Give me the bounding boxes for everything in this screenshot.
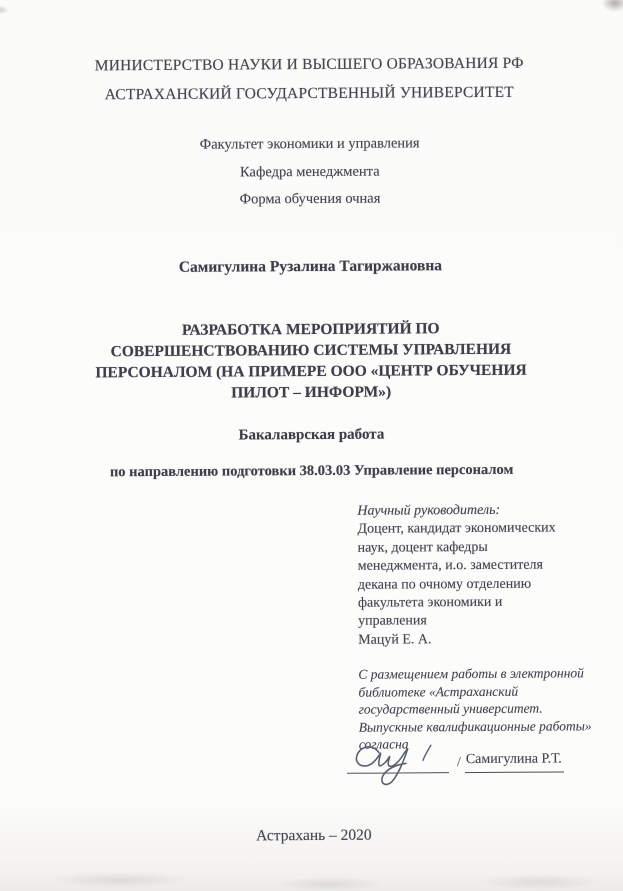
supervisor-line: Доцент, кандидат экономических [357,520,556,538]
ministry-line: МИНИСТЕРСТВО НАУКИ И ВЫСШЕГО ОБРАЗОВАНИЯ РФ [94,54,524,75]
supervisor-line: наук, доцент кафедры [357,539,488,556]
author-name: Самигулина Рузалина Тагиржановна [178,257,443,276]
supervisor-block [357,501,598,650]
signature-row [347,742,597,774]
consent-line: библиотеке «Астраханский [358,683,519,700]
signature-blank-line [347,746,449,774]
title-line: ПЕРСОНАЛОМ (НА ПРИМЕРЕ ООО «ЦЕНТР ОБУЧЕНИЯ [95,361,527,382]
supervisor-line: управления [358,613,427,630]
program-line: по направлению подготовки 38.03.03 Управление персоналом [109,461,514,481]
signature-name: Самигулина Р.Т. [465,749,564,773]
department-line: Кафедра менеджмента [239,163,380,180]
title-line: РАЗРАБОТКА МЕРОПРИЯТИЙ ПО [181,320,440,339]
footer-city-year: Астрахань – 2020 [256,826,372,845]
signature-separator: / [456,755,461,771]
study-form-line: Форма обучения очная [239,190,381,208]
supervisor-label: Научный руководитель: [357,502,501,519]
ministry-header [0,48,621,110]
consent-line: Выпускные квалификационные работы» [358,717,592,735]
signature-scribble [343,734,455,787]
consent-line: С размещением работы в электронной [358,665,584,682]
title-line: СОВЕРШЕНСТВОВАНИЮ СИСТЕМЫ УПРАВЛЕНИЯ [110,340,512,361]
consent-line: государственный университет. [358,700,543,717]
consent-line: согласна [358,736,409,752]
supervisor-name: Мацуй Е. А. [358,632,432,648]
faculty-block [0,129,622,215]
work-type: Бакалаврская работа [238,426,385,444]
faculty-line: Факультет экономики и управления [199,135,420,153]
university-name: АСТРАХАНСКИЙ ГОСУДАРСТВЕННЫЙ УНИВЕРСИТЕТ [104,83,514,104]
title-line: ПИЛОТ – ИНФОРМ») [231,383,392,402]
supervisor-line: менеджмента, и.о. заместителя [357,557,543,574]
thesis-title [0,317,623,405]
supervisor-line: декана по очному отделению [357,576,532,593]
supervisor-line: факультета экономики и [357,594,503,611]
